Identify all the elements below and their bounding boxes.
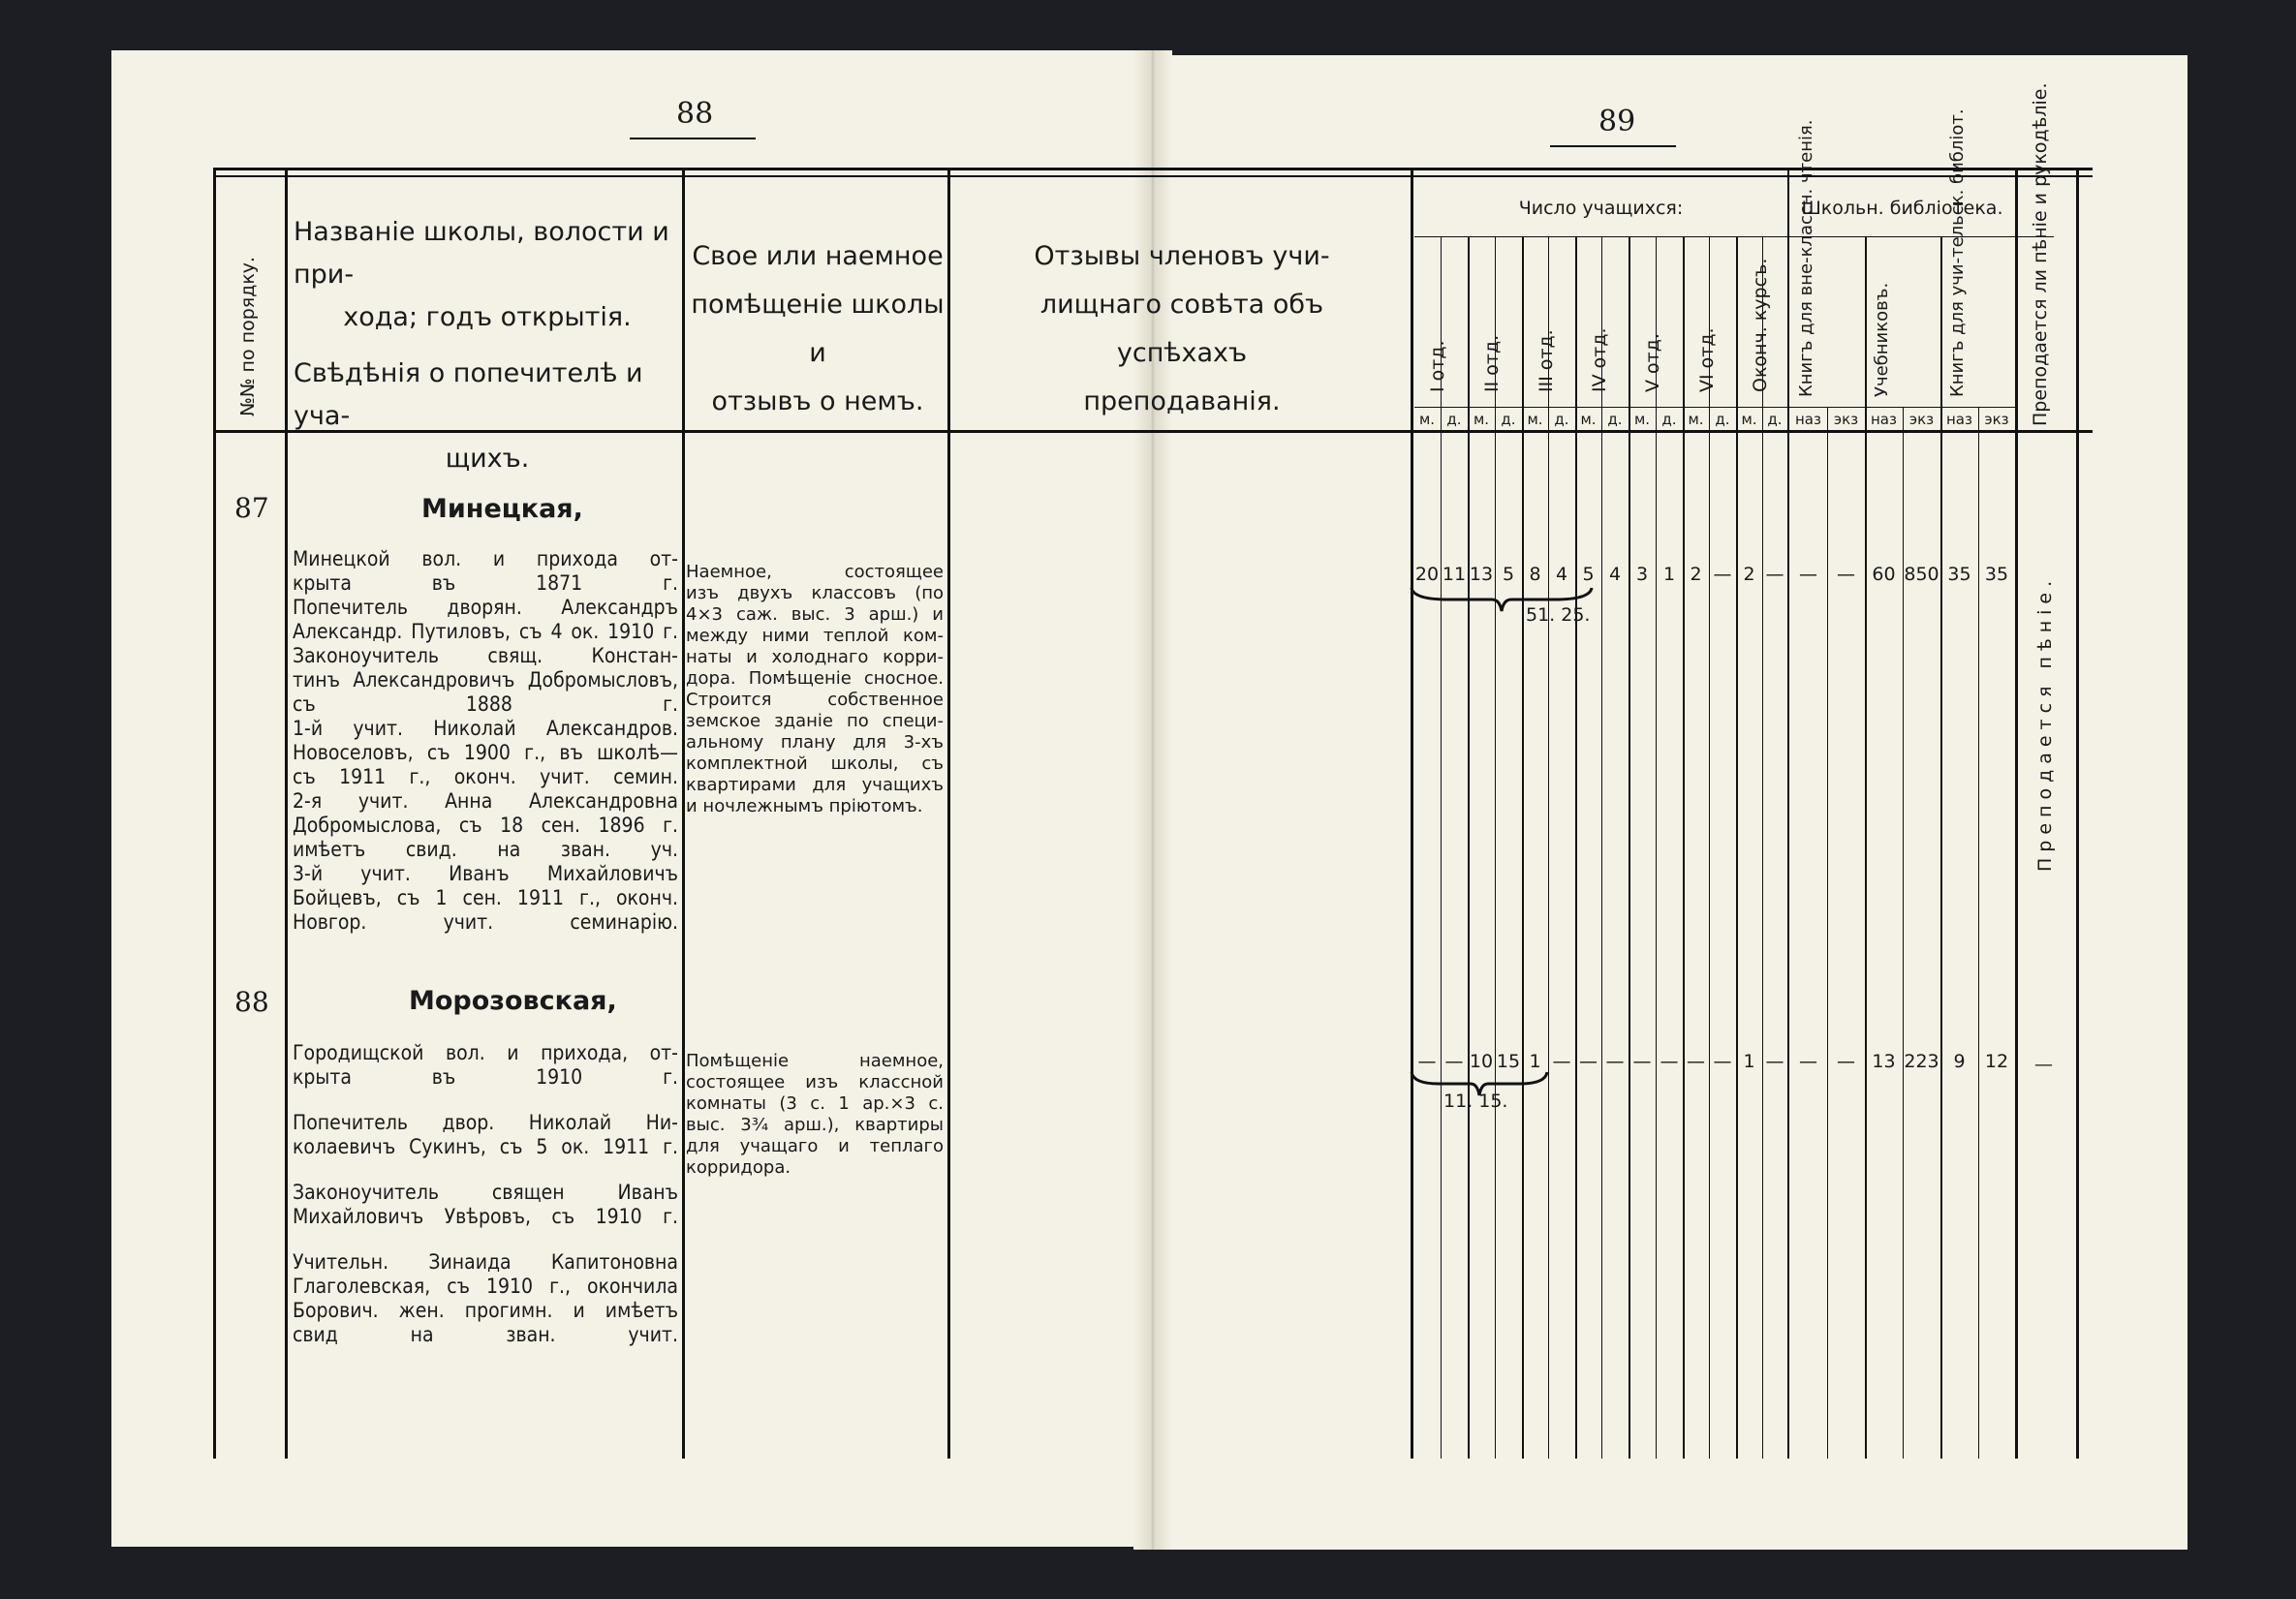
sex-label: д.	[1446, 411, 1462, 428]
info-line: колаевичъ Сукинъ, съ 5 ок. 1911 г.	[293, 1135, 678, 1158]
left-page-number: 88	[676, 97, 714, 131]
info-line: Новгор. учит. семинарію.	[293, 910, 678, 934]
entry-88-number: 88	[234, 986, 269, 1018]
library-col-header: Книгъ для вне-классн. чтенія.	[1796, 119, 1816, 397]
sex-row-rule	[1414, 407, 2015, 408]
header-students: Число учащихся:	[1518, 198, 1684, 219]
student-count: 10	[1469, 1051, 1494, 1072]
student-count: —	[1579, 1051, 1598, 1072]
sex-label: м.	[1527, 411, 1543, 428]
student-count: 2	[1743, 564, 1755, 585]
library-sub-label: наз	[1946, 411, 1972, 428]
premises-line: наты и холоднаго корри-	[686, 647, 944, 667]
library-sub-label: экз	[1984, 411, 2009, 428]
entry-87-name: Минецкая,	[421, 494, 583, 524]
grade-header: I отд.	[1427, 340, 1448, 392]
entry-87-premises	[686, 562, 944, 817]
library-count: —	[1799, 564, 1817, 585]
info-line: крыта въ 1871 г.	[293, 571, 678, 595]
student-count: —	[1552, 1051, 1571, 1072]
library-count: 60	[1872, 564, 1896, 585]
info-line: 2-я учит. Анна Александровна	[293, 789, 678, 813]
library-count: 35	[1984, 564, 2009, 585]
info-line: 1-й учит. Николай Александров.	[293, 717, 678, 740]
library-count: 850	[1904, 564, 1939, 585]
info-line: Попечитель двор. Николай Ни-	[293, 1111, 678, 1134]
entry-88-singing: —	[2034, 1054, 2053, 1075]
info-line: свид на зван. учит.	[293, 1323, 678, 1346]
header-premises: Свое или наемное помѣщеніе школы и отзывъ о немъ.	[691, 241, 945, 416]
info-line: Добромыслова, съ 18 сен. 1896 г.	[293, 814, 678, 837]
entry-87-info	[293, 547, 678, 935]
info-line: съ 1911 г., оконч. учит. семин.	[293, 765, 678, 788]
right-page-number: 89	[1598, 105, 1636, 138]
col-rule-5	[1787, 170, 1789, 1459]
premises-line: комнаты (3 с. 1 ар.×3 с.	[686, 1093, 944, 1114]
premises-line: корридора.	[686, 1157, 791, 1178]
info-line: имѣетъ свид. на зван. уч.	[293, 838, 678, 861]
info-line: Законоучитель священ Иванъ	[293, 1181, 678, 1204]
info-line: Бойцевъ, съ 1 сен. 1911 г., оконч.	[293, 886, 678, 909]
info-line: Попечитель дворян. Александръ	[293, 596, 678, 619]
student-count: 3	[1635, 564, 1649, 585]
header-library: Школьн. библіотека.	[1801, 198, 2003, 219]
premises-line: состоящее изъ классной	[686, 1072, 944, 1092]
col-rule-7	[2076, 170, 2079, 1459]
col-rule-2	[682, 170, 685, 1459]
header-singing: Преподается ли пѣніе и рукодѣліе.	[2030, 82, 2051, 426]
premises-line: дора. Помѣщеніе сносное.	[686, 668, 944, 689]
header-num: №№ по порядку.	[237, 256, 259, 416]
entry-87-singing: Преподается пѣніе.	[2034, 574, 2056, 872]
student-count: —	[1713, 564, 1732, 585]
premises-line: земское зданіе по специ-	[686, 711, 944, 731]
student-count: 1	[1662, 564, 1676, 585]
info-line: Городищской вол. и прихода, от-	[293, 1041, 678, 1064]
student-count: 5	[1502, 564, 1515, 585]
entry-88-total: 11. 15.	[1443, 1091, 1508, 1112]
library-count: 12	[1984, 1051, 2009, 1072]
sex-label: д.	[1661, 411, 1677, 428]
entry-87-total: 51. 25.	[1526, 604, 1591, 626]
sex-label: м.	[1580, 411, 1597, 428]
student-count: 13	[1469, 564, 1494, 585]
premises-line: Строится собственное	[686, 690, 944, 710]
premises-line: между ними теплой ком-	[686, 626, 944, 646]
info-line: 3-й учит. Иванъ Михайловичъ	[293, 862, 678, 885]
entry-88-name: Морозовская,	[409, 986, 617, 1016]
info-line: Александр. Путиловъ, съ 4 ок. 1910 г.	[293, 620, 678, 643]
info-line: Михайловичъ Увѣровъ, съ 1910 г.	[293, 1205, 678, 1228]
grade-header: II отд.	[1481, 334, 1503, 392]
library-count: —	[1837, 564, 1855, 585]
library-count: 13	[1872, 1051, 1896, 1072]
info-line: Борович. жен. прогимн. и имѣетъ	[293, 1299, 678, 1322]
sex-label: д.	[1767, 411, 1783, 428]
sex-label: д.	[1715, 411, 1730, 428]
premises-line: для учащаго и теплаго	[686, 1136, 944, 1156]
student-count: —	[1417, 1051, 1437, 1072]
col-rule-3	[947, 170, 950, 1459]
header-school: Названіе школы, волости и при- хода; годъ открытія. Свѣдѣнія о попечителѣ и уча- щихъ.	[294, 217, 669, 474]
student-count: —	[1687, 1051, 1705, 1072]
student-count: 4	[1555, 564, 1568, 585]
student-count: —	[1444, 1051, 1464, 1072]
student-count: —	[1605, 1051, 1625, 1072]
student-count: 20	[1414, 564, 1440, 585]
premises-line: выс. 3¾ арш.), квартиры	[686, 1115, 944, 1135]
premises-line: квартирами для учащихъ	[686, 775, 944, 795]
student-count: —	[1713, 1051, 1732, 1072]
student-count: —	[1765, 564, 1784, 585]
sex-label: д.	[1607, 411, 1623, 428]
premises-line: 4×3 саж. выс. 3 арш.) и	[686, 604, 944, 625]
entry-87-number: 87	[234, 492, 269, 524]
student-count: 11	[1442, 564, 1467, 585]
entry-88-premises	[686, 1051, 944, 1179]
col-rule-4	[1411, 170, 1413, 1459]
sex-label: м.	[1473, 411, 1490, 428]
sex-label: м.	[1418, 411, 1436, 428]
student-count: —	[1660, 1051, 1679, 1072]
library-col-header: Учебниковъ.	[1872, 282, 1892, 397]
grade-header: V отд.	[1642, 333, 1663, 392]
library-col-header: Книгъ для учи-тельск. библіот.	[1947, 108, 1968, 397]
left-number-rule	[630, 138, 756, 139]
student-count: 8	[1529, 564, 1541, 585]
premises-line: альному плану для 3-хъ	[686, 732, 944, 753]
library-sub-label: экз	[1908, 411, 1935, 428]
student-count: —	[1632, 1051, 1652, 1072]
grade-header: III отд.	[1536, 329, 1557, 392]
library-count: 223	[1904, 1051, 1939, 1072]
student-count: 5	[1582, 564, 1595, 585]
col-rule-6	[2015, 170, 2018, 1459]
student-count: 15	[1496, 1051, 1521, 1072]
info-line: тинъ Александровичъ Добромысловъ,	[293, 668, 678, 692]
library-count: —	[1837, 1051, 1855, 1072]
sex-label: д.	[1554, 411, 1569, 428]
student-count: 1	[1529, 1051, 1541, 1072]
sex-label: м.	[1741, 411, 1757, 428]
info-line: Законоучитель свящ. Констан-	[293, 644, 678, 667]
sex-label: д.	[1501, 411, 1516, 428]
student-count: 4	[1608, 564, 1622, 585]
info-line: крыта въ 1910 г.	[293, 1065, 678, 1089]
library-count: 35	[1947, 564, 1971, 585]
library-count: 9	[1953, 1051, 1966, 1072]
info-line: Учительн. Зинаида Капитоновна	[293, 1250, 678, 1274]
info-line: Минецкой вол. и прихода от-	[293, 547, 678, 570]
header-reviews: Отзывы членовъ учи- лищнаго совѣта объ успѣхахъ преподаванія.	[1034, 241, 1330, 416]
library-count: —	[1799, 1051, 1817, 1072]
library-sub-label: экз	[1833, 411, 1859, 428]
grade-header: VI отд.	[1696, 327, 1718, 392]
sex-label: м.	[1688, 411, 1704, 428]
col-rule-1	[285, 170, 288, 1459]
student-count: 1	[1743, 1051, 1755, 1072]
info-line: съ 1888 г.	[293, 692, 678, 716]
info-line: Глаголевская, съ 1910 г., окончила	[293, 1275, 678, 1298]
student-count: 2	[1690, 564, 1702, 585]
premises-line: и ночлежнымъ пріютомъ.	[686, 796, 923, 816]
student-count: —	[1765, 1051, 1784, 1072]
premises-line: Помѣщеніе наемное,	[686, 1051, 944, 1071]
library-sub-label: наз	[1871, 411, 1897, 428]
premises-line: изъ двухъ классовъ (по	[686, 583, 944, 603]
premises-line: комплектной школы, съ	[686, 753, 944, 774]
col-rule-0	[213, 170, 216, 1459]
grade-header: IV отд.	[1589, 327, 1610, 392]
info-line: Новоселовъ, съ 1900 г., въ школѣ—	[293, 741, 678, 764]
right-number-rule	[1550, 145, 1676, 147]
library-sub-label: наз	[1795, 411, 1821, 428]
sex-label: м.	[1633, 411, 1651, 428]
grade-header: Оконч. курсъ.	[1750, 258, 1771, 392]
entry-88-info	[293, 1041, 678, 1347]
premises-line: Наемное, состоящее	[686, 562, 944, 582]
